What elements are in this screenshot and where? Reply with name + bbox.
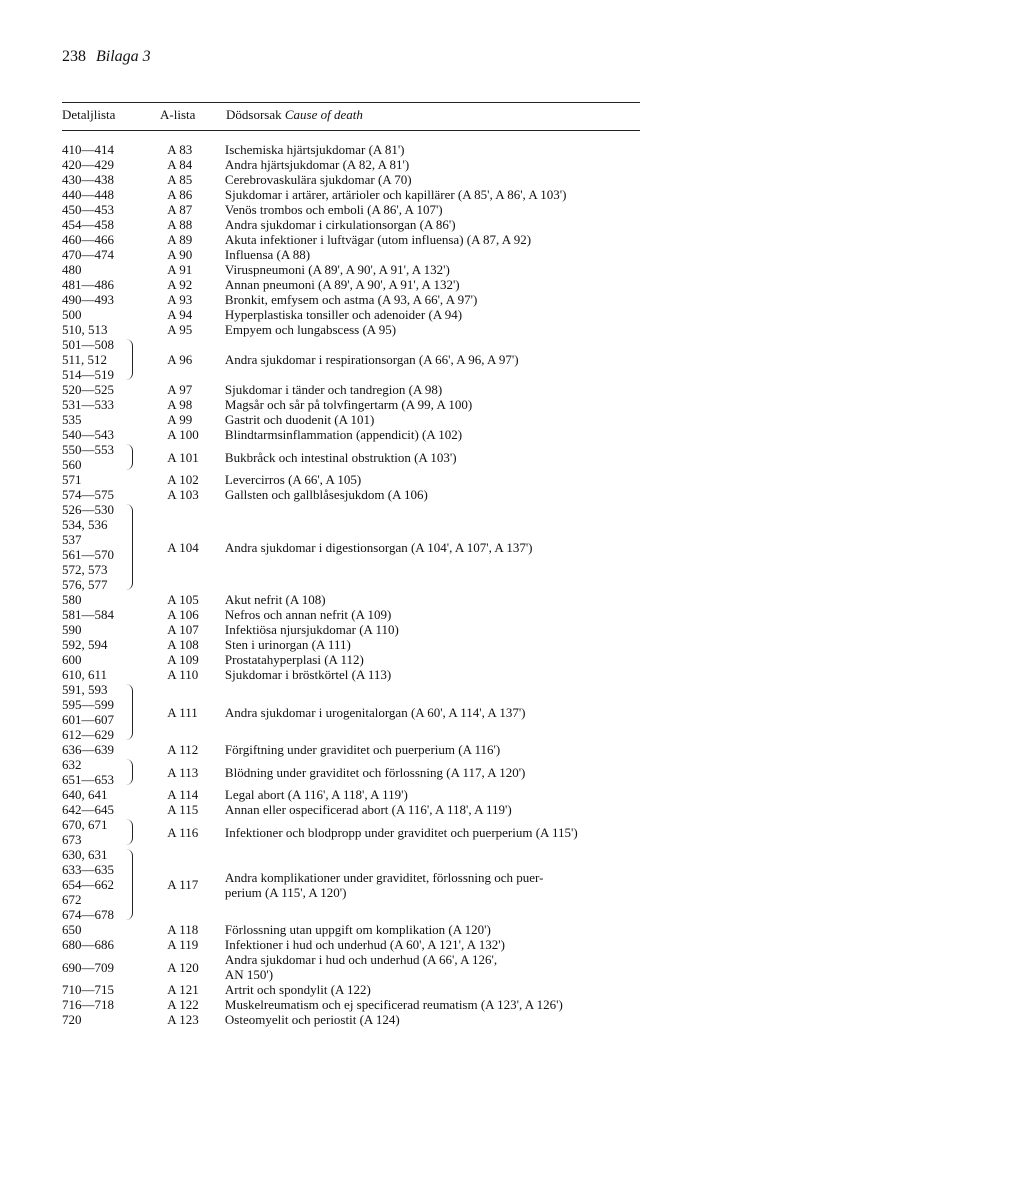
cause-description xyxy=(225,202,662,217)
alist-code: A 96 xyxy=(167,352,193,367)
detail-code: 574—575 xyxy=(62,487,114,502)
detail-codes xyxy=(62,982,167,997)
detail-code: 531—533 xyxy=(62,397,114,412)
alist-code: A 113 xyxy=(167,764,199,780)
table-row xyxy=(62,502,662,592)
cause-description xyxy=(225,937,662,952)
alist-code: A 104 xyxy=(167,539,199,555)
detail-code: 480 xyxy=(62,262,82,277)
cause-description xyxy=(225,825,662,840)
cause-line: Empyem och lungabscess (A 95) xyxy=(224,322,397,337)
table-row xyxy=(62,487,662,502)
cause-description xyxy=(225,637,662,652)
detail-code: 550—553 xyxy=(62,442,114,457)
cause-description xyxy=(225,742,662,757)
alist-code: A 107 xyxy=(167,622,199,637)
alist-code: A 108 xyxy=(167,637,199,652)
table-row xyxy=(62,292,662,307)
detail-code: 481—486 xyxy=(62,277,114,292)
cause-description xyxy=(225,352,662,367)
detail-code: 460—466 xyxy=(62,232,114,247)
cause-swedish: Dödsorsak xyxy=(226,107,282,122)
detail-code: 690—709 xyxy=(62,959,114,975)
cause-line: Sjukdomar i artärer, artärioler och kapillärer (A 85', A 86', A 103') xyxy=(224,187,567,202)
cause-description xyxy=(225,1012,662,1027)
alist-code: A 109 xyxy=(167,652,199,667)
detail-code: 710—715 xyxy=(62,982,114,997)
cause-line: Akuta infektioner i luftvägar (utom influensa) (A 87, A 92) xyxy=(224,232,532,247)
page-header xyxy=(62,48,151,66)
alist-code: A 123 xyxy=(167,1012,199,1027)
cause-line: Cerebrovaskulära sjukdomar (A 70) xyxy=(224,172,412,187)
table-row xyxy=(62,262,662,277)
detail-codes xyxy=(62,1012,167,1027)
alist-code: A 117 xyxy=(167,877,199,892)
table-row xyxy=(62,787,662,802)
detail-codes xyxy=(62,412,167,427)
detail-codes xyxy=(62,960,167,975)
cause-description xyxy=(225,247,662,262)
cause-description xyxy=(225,952,662,982)
detail-code: 636—639 xyxy=(62,742,114,757)
cause-line: Annan eller ospecificerad abort (A 116', A 118', A 119') xyxy=(224,802,512,817)
detail-codes xyxy=(62,157,167,172)
alist-code: A 118 xyxy=(167,922,199,937)
detail-code: 540—543 xyxy=(62,427,114,442)
alist-code: A 95 xyxy=(167,322,193,337)
detail-code: 674—678 xyxy=(62,907,114,922)
detail-code: 430—438 xyxy=(62,172,114,187)
detail-code: 633—635 xyxy=(62,862,114,877)
cause-line: Gastrit och duodenit (A 101) xyxy=(224,412,375,427)
alist-code: A 105 xyxy=(167,592,199,607)
detail-code: 670, 671 xyxy=(62,817,108,832)
cause-line: Legal abort (A 116', A 118', A 119') xyxy=(224,787,408,802)
cause-description xyxy=(225,592,662,607)
cause-line: Ischemiska hjärtsjukdomar (A 81') xyxy=(224,142,405,157)
detail-code: 510, 513 xyxy=(62,322,108,337)
detail-codes xyxy=(62,637,167,652)
alist-code: A 93 xyxy=(167,292,193,307)
detail-code: 654—662 xyxy=(62,877,114,892)
alist-code: A 84 xyxy=(167,157,193,172)
detail-codes xyxy=(62,337,167,382)
table-row xyxy=(62,247,662,262)
alist-code: A 115 xyxy=(167,802,199,817)
table-row xyxy=(62,682,662,742)
alist-code: A 100 xyxy=(167,427,199,442)
alist-code: A 121 xyxy=(167,982,199,997)
detail-code: 501—508 xyxy=(62,337,114,352)
detail-code: 571 xyxy=(62,472,82,487)
detail-codes xyxy=(62,142,167,157)
cause-line: Infektiösa njursjukdomar (A 110) xyxy=(224,622,399,637)
group-brace xyxy=(126,759,133,785)
detail-code: 590 xyxy=(62,622,82,637)
table-row xyxy=(62,922,662,937)
alist-code: A 89 xyxy=(167,232,193,247)
detail-codes xyxy=(62,307,167,322)
detail-codes xyxy=(62,472,167,487)
detail-code: 680—686 xyxy=(62,937,114,952)
cause-line: AN 150') xyxy=(224,967,274,982)
detail-codes xyxy=(62,277,167,292)
cause-line: Andra hjärtsjukdomar (A 82, A 81') xyxy=(224,157,410,172)
column-header-detail: Detaljlista xyxy=(62,107,116,122)
cause-line: Gallsten och gallblåsesjukdom (A 106) xyxy=(224,487,428,502)
detail-codes xyxy=(62,757,167,787)
table-row xyxy=(62,307,662,322)
cause-description xyxy=(225,172,662,187)
cause-line: Bukbråck och intestinal obstruktion (A 103') xyxy=(224,449,457,465)
detail-codes xyxy=(62,292,167,307)
cause-line: Venös trombos och emboli (A 86', A 107') xyxy=(224,202,443,217)
alist-code: A 103 xyxy=(167,487,199,502)
cause-description xyxy=(225,622,662,637)
cause-line: Nefros och annan nefrit (A 109) xyxy=(224,607,392,622)
detail-codes xyxy=(62,502,167,592)
detail-codes xyxy=(62,487,167,502)
detail-codes xyxy=(62,382,167,397)
table-row xyxy=(62,172,662,187)
cause-description xyxy=(225,427,662,442)
table-row xyxy=(62,277,662,292)
cause-description xyxy=(225,802,662,817)
alist-code: A 110 xyxy=(167,667,199,682)
cause-line: Annan pneumoni (A 89', A 90', A 91', A 132') xyxy=(224,277,460,292)
cause-description xyxy=(225,322,662,337)
detail-code: 672 xyxy=(62,892,82,907)
cause-description xyxy=(225,232,662,247)
table-row xyxy=(62,802,662,817)
detail-code: 591, 593 xyxy=(62,682,108,697)
detail-codes xyxy=(62,622,167,637)
alist-code: A 102 xyxy=(167,472,199,487)
table-row xyxy=(62,442,662,472)
cause-description xyxy=(225,922,662,937)
cause-line: Andra sjukdomar i respirationsorgan (A 66', A 96, A 97') xyxy=(224,352,519,367)
detail-codes xyxy=(62,427,167,442)
table-row xyxy=(62,637,662,652)
cause-line: Osteomyelit och periostit (A 124) xyxy=(224,1012,400,1027)
cause-description xyxy=(225,870,662,900)
detail-codes xyxy=(62,997,167,1012)
cause-line: Förgiftning under graviditet och puerperium (A 116') xyxy=(224,742,501,757)
detail-codes xyxy=(62,322,167,337)
detail-codes xyxy=(62,652,167,667)
detail-code: 535 xyxy=(62,412,82,427)
cause-description xyxy=(225,705,662,720)
table-row xyxy=(62,472,662,487)
detail-code: 490—493 xyxy=(62,292,114,307)
alist-code: A 98 xyxy=(167,397,193,412)
detail-code: 612—629 xyxy=(62,727,114,742)
cause-description xyxy=(225,277,662,292)
cause-description xyxy=(225,540,662,555)
cause-description xyxy=(225,472,662,487)
cause-line: Infektioner och blodpropp under graviditet och puerperium (A 115') xyxy=(224,824,578,840)
cause-description xyxy=(225,607,662,622)
detail-codes xyxy=(62,787,167,802)
column-header-alist: A-lista xyxy=(160,107,196,122)
alist-code: A 86 xyxy=(167,187,193,202)
alist-code: A 97 xyxy=(167,382,193,397)
detail-codes xyxy=(62,397,167,412)
cause-line: Infektioner i hud och underhud (A 60', A 121', A 132') xyxy=(224,937,505,952)
cause-line: Blindtarmsinflammation (appendicit) (A 102) xyxy=(224,427,463,442)
cause-line: Artrit och spondylit (A 122) xyxy=(224,982,371,997)
cause-description xyxy=(225,765,662,780)
detail-code: 673 xyxy=(62,832,82,847)
detail-code: 651—653 xyxy=(62,772,114,787)
detail-codes xyxy=(62,802,167,817)
detail-code: 576, 577 xyxy=(62,577,108,592)
detail-code: 595—599 xyxy=(62,697,114,712)
cause-line: Sten i urinorgan (A 111) xyxy=(224,637,351,652)
alist-code: A 87 xyxy=(167,202,193,217)
detail-codes xyxy=(62,232,167,247)
detail-codes xyxy=(62,187,167,202)
alist-code: A 106 xyxy=(167,607,199,622)
table-row xyxy=(62,322,662,337)
cause-description xyxy=(225,982,662,997)
detail-code: 537 xyxy=(62,532,82,547)
table-row xyxy=(62,382,662,397)
cause-line: Blödning under graviditet och förlossning (A 117, A 120') xyxy=(224,764,526,780)
cause-of-death-table xyxy=(62,142,662,1027)
detail-code: 534, 536 xyxy=(62,517,108,532)
cause-description xyxy=(225,292,662,307)
table-row xyxy=(62,157,662,172)
cause-line: Andra sjukdomar i urogenitalorgan (A 60', A 114', A 137') xyxy=(224,704,526,720)
cause-line: Muskelreumatism och ej specificerad reumatism (A 123', A 126') xyxy=(224,997,563,1012)
detail-code: 650 xyxy=(62,922,82,937)
table-row xyxy=(62,937,662,952)
cause-line: Akut nefrit (A 108) xyxy=(224,592,326,607)
table-row xyxy=(62,652,662,667)
table-row xyxy=(62,667,662,682)
cause-line: Andra komplikationer under graviditet, förlossning och puer- xyxy=(224,869,544,885)
table-row xyxy=(62,412,662,427)
table-row xyxy=(62,757,662,787)
cause-description xyxy=(225,787,662,802)
cause-description xyxy=(225,397,662,412)
detail-codes xyxy=(62,937,167,952)
cause-line: Magsår och sår på tolvfingertarm (A 99, A 100) xyxy=(224,397,473,412)
alist-code: A 111 xyxy=(167,704,198,720)
cause-description xyxy=(225,652,662,667)
table-row xyxy=(62,232,662,247)
table-row xyxy=(62,592,662,607)
table-row xyxy=(62,202,662,217)
detail-codes xyxy=(62,817,167,847)
detail-code: 642—645 xyxy=(62,802,114,817)
table-row xyxy=(62,847,662,922)
detail-codes xyxy=(62,922,167,937)
detail-code: 600 xyxy=(62,652,82,667)
detail-code: 610, 611 xyxy=(62,667,108,682)
top-rule xyxy=(62,102,640,103)
detail-code: 500 xyxy=(62,307,82,322)
cause-line: Levercirros (A 66', A 105) xyxy=(224,472,362,487)
cause-description xyxy=(225,487,662,502)
cause-description xyxy=(225,262,662,277)
table-row xyxy=(62,337,662,382)
cause-description xyxy=(225,142,662,157)
detail-code: 450—453 xyxy=(62,202,114,217)
table-row xyxy=(62,1012,662,1027)
column-header-cause xyxy=(226,107,363,123)
detail-codes xyxy=(62,247,167,262)
alist-code: A 99 xyxy=(167,412,193,427)
cause-line: Hyperplastiska tonsiller och adenoider (A 94) xyxy=(224,307,463,322)
alist-code: A 120 xyxy=(167,959,199,975)
cause-line: Sjukdomar i bröstkörtel (A 113) xyxy=(224,667,392,682)
group-brace xyxy=(126,819,133,845)
alist-code: A 88 xyxy=(167,217,193,232)
detail-code: 640, 641 xyxy=(62,787,108,802)
detail-codes xyxy=(62,592,167,607)
cause-description xyxy=(225,412,662,427)
detail-codes xyxy=(62,667,167,682)
group-brace xyxy=(126,339,133,380)
detail-codes xyxy=(62,607,167,622)
group-brace xyxy=(126,849,133,920)
alist-code: A 92 xyxy=(167,277,193,292)
table-row xyxy=(62,997,662,1012)
cause-description xyxy=(225,307,662,322)
detail-code: 520—525 xyxy=(62,382,114,397)
detail-code: 720 xyxy=(62,1012,82,1027)
detail-code: 560 xyxy=(62,457,82,472)
detail-code: 440—448 xyxy=(62,187,114,202)
alist-code: A 83 xyxy=(167,142,193,157)
detail-code: 572, 573 xyxy=(62,562,108,577)
alist-code: A 114 xyxy=(167,787,199,802)
alist-code: A 112 xyxy=(167,742,199,757)
detail-codes xyxy=(62,847,167,922)
page-number: 238 xyxy=(62,48,86,65)
detail-code: 454—458 xyxy=(62,217,114,232)
table-row xyxy=(62,427,662,442)
table-row xyxy=(62,952,662,982)
cause-line: Influensa (A 88) xyxy=(224,247,311,262)
detail-code: 514—519 xyxy=(62,367,114,382)
cause-line: Andra sjukdomar i digestionsorgan (A 104', A 107', A 137') xyxy=(224,539,533,555)
alist-code: A 91 xyxy=(167,262,193,277)
appendix-title: Bilaga 3 xyxy=(96,48,151,65)
alist-code: A 90 xyxy=(167,247,193,262)
table-row xyxy=(62,187,662,202)
detail-code: 581—584 xyxy=(62,607,114,622)
table-row xyxy=(62,397,662,412)
alist-code: A 101 xyxy=(167,449,199,465)
detail-code: 561—570 xyxy=(62,547,114,562)
cause-line: perium (A 115', A 120') xyxy=(224,884,347,900)
detail-code: 580 xyxy=(62,592,82,607)
cause-line: Andra sjukdomar i cirkulationsorgan (A 86') xyxy=(224,217,456,232)
table-row xyxy=(62,622,662,637)
cause-english: Cause of death xyxy=(284,107,363,122)
detail-code: 716—718 xyxy=(62,997,114,1012)
cause-line: Bronkit, emfysem och astma (A 93, A 66', A 97') xyxy=(224,292,478,307)
detail-code: 601—607 xyxy=(62,712,114,727)
detail-codes xyxy=(62,172,167,187)
cause-line: Viruspneumoni (A 89', A 90', A 91', A 132') xyxy=(224,262,450,277)
header-rule xyxy=(62,130,640,131)
table-row xyxy=(62,982,662,997)
cause-line: Prostatahyperplasi (A 112) xyxy=(224,652,364,667)
cause-description xyxy=(225,157,662,172)
cause-description xyxy=(225,997,662,1012)
detail-code: 410—414 xyxy=(62,142,114,157)
detail-code: 526—530 xyxy=(62,502,114,517)
detail-codes xyxy=(62,262,167,277)
alist-code: A 122 xyxy=(167,997,199,1012)
alist-code: A 116 xyxy=(167,824,199,840)
detail-code: 511, 512 xyxy=(62,352,108,367)
cause-description xyxy=(225,187,662,202)
detail-code: 420—429 xyxy=(62,157,114,172)
table-row xyxy=(62,742,662,757)
cause-description xyxy=(225,450,662,465)
alist-code: A 85 xyxy=(167,172,193,187)
table-row xyxy=(62,142,662,157)
detail-code: 630, 631 xyxy=(62,847,108,862)
detail-code: 632 xyxy=(62,757,82,772)
cause-line: Sjukdomar i tänder och tandregion (A 98) xyxy=(224,382,443,397)
alist-code: A 119 xyxy=(167,937,199,952)
detail-code: 470—474 xyxy=(62,247,114,262)
detail-codes xyxy=(62,442,167,472)
cause-description xyxy=(225,217,662,232)
table-row xyxy=(62,607,662,622)
detail-code: 592, 594 xyxy=(62,637,108,652)
detail-codes xyxy=(62,217,167,232)
cause-line: Andra sjukdomar i hud och underhud (A 66', A 126', xyxy=(224,952,498,967)
detail-codes xyxy=(62,202,167,217)
group-brace xyxy=(126,684,133,740)
table-row xyxy=(62,817,662,847)
group-brace xyxy=(126,504,133,590)
alist-code: A 94 xyxy=(167,307,193,322)
group-brace xyxy=(126,444,133,470)
detail-codes xyxy=(62,742,167,757)
table-row xyxy=(62,217,662,232)
cause-line: Förlossning utan uppgift om komplikation (A 120') xyxy=(224,922,491,937)
cause-description xyxy=(225,382,662,397)
cause-description xyxy=(225,667,662,682)
detail-codes xyxy=(62,682,167,742)
